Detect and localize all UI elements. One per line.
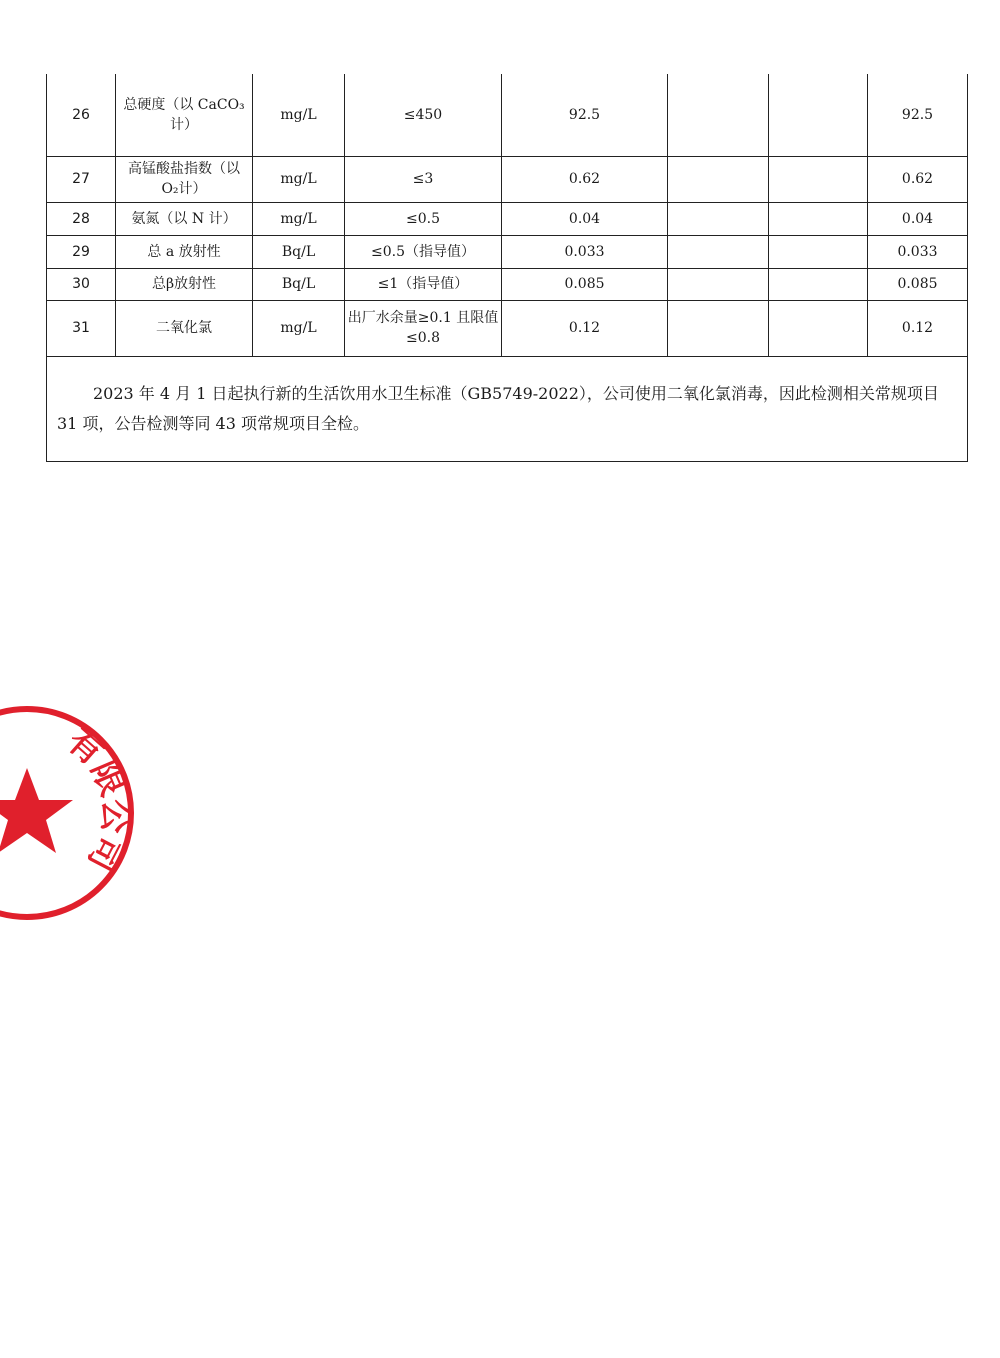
measured-value: 0.12 <box>502 300 668 356</box>
empty-cell <box>769 156 868 202</box>
empty-cell <box>769 268 868 300</box>
measured-value: 92.5 <box>502 74 668 156</box>
empty-cell <box>769 300 868 356</box>
unit: Bq/L <box>253 235 345 268</box>
table-row <box>47 74 968 156</box>
item-name: 总β放射性 <box>116 268 253 300</box>
row-number: 30 <box>47 268 116 300</box>
row-number: 26 <box>47 74 116 156</box>
unit: mg/L <box>253 202 345 235</box>
row-number: 28 <box>47 202 116 235</box>
unit: mg/L <box>253 74 345 156</box>
table-row <box>47 156 968 202</box>
measured-value: 0.62 <box>502 156 668 202</box>
empty-cell <box>668 156 769 202</box>
table-row <box>47 202 968 235</box>
empty-cell <box>769 235 868 268</box>
footnote-text: 2023 年 4 月 1 日起执行新的生活饮用水卫生标准（GB5749-2022），公司使用二氧化氯消毒，因此检测相关常规项目 31 项，公告检测等同 43 项常规项目全检。 <box>47 356 968 461</box>
result-value: 0.12 <box>868 300 968 356</box>
limit-value: ≤0.5（指导值） <box>345 235 502 268</box>
measured-value: 0.04 <box>502 202 668 235</box>
item-name: 总 a 放射性 <box>116 235 253 268</box>
item-name: 氨氮（以 N 计） <box>116 202 253 235</box>
seal-text: 有限公司 <box>59 720 136 878</box>
unit: Bq/L <box>253 268 345 300</box>
limit-value: ≤450 <box>345 74 502 156</box>
empty-cell <box>769 74 868 156</box>
item-name: 总硬度（以 CaCO₃ 计） <box>116 74 253 156</box>
table-row <box>47 235 968 268</box>
empty-cell <box>769 202 868 235</box>
row-number: 27 <box>47 156 116 202</box>
result-value: 0.085 <box>868 268 968 300</box>
result-value: 92.5 <box>868 74 968 156</box>
empty-cell <box>668 300 769 356</box>
result-value: 0.04 <box>868 202 968 235</box>
row-number: 31 <box>47 300 116 356</box>
empty-cell <box>668 268 769 300</box>
item-name: 二氧化氯 <box>116 300 253 356</box>
unit: mg/L <box>253 300 345 356</box>
result-value: 0.62 <box>868 156 968 202</box>
water-quality-table <box>46 74 968 462</box>
limit-value: ≤3 <box>345 156 502 202</box>
limit-value: ≤0.5 <box>345 202 502 235</box>
empty-cell <box>668 235 769 268</box>
note-row <box>47 356 968 461</box>
unit: mg/L <box>253 156 345 202</box>
table-row <box>47 268 968 300</box>
table-row <box>47 300 968 356</box>
measured-value: 0.085 <box>502 268 668 300</box>
empty-cell <box>668 74 769 156</box>
result-value: 0.033 <box>868 235 968 268</box>
limit-value: ≤1（指导值） <box>345 268 502 300</box>
measured-value: 0.033 <box>502 235 668 268</box>
star-icon <box>0 768 73 853</box>
limit-value: 出厂水余量≥0.1 且限值≤0.8 <box>345 300 502 356</box>
item-name: 高锰酸盐指数（以 O₂计） <box>116 156 253 202</box>
empty-cell <box>668 202 769 235</box>
row-number: 29 <box>47 235 116 268</box>
company-seal <box>0 698 142 928</box>
